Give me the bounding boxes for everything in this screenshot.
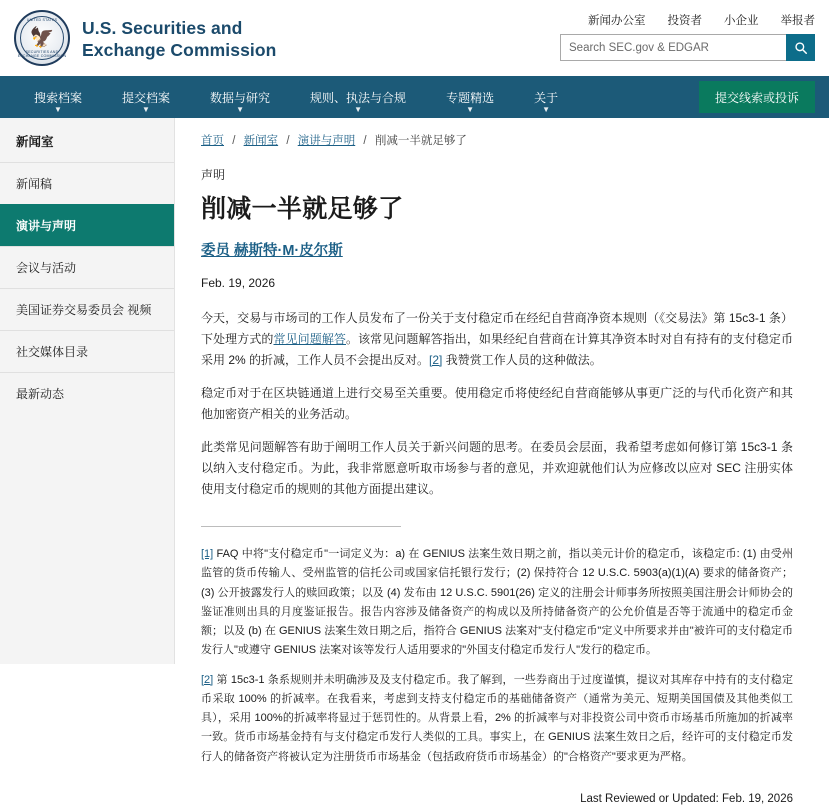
inline-text: 今天，交易与市场司的工作人员发布了一份关于支付稳定币在经纪自营商净资本规则（《交易法》第 15c3-1 条）下处理方式的 [201, 311, 793, 346]
nav-item-label: 搜索档案 [34, 90, 83, 105]
search-button[interactable] [786, 34, 815, 61]
nav-item-list [0, 76, 699, 118]
article-date: Feb. 19, 2026 [201, 276, 276, 290]
nav-item-label: 关于 [534, 90, 559, 105]
nav-item-label: 提交档案 [122, 90, 171, 105]
last-reviewed: Last Reviewed or Updated: Feb. 19, 2026 [580, 792, 793, 805]
breadcrumb-newsroom[interactable]: 新闻室 [243, 135, 279, 147]
article-kicker: 声明 [201, 168, 226, 182]
inline-text: 稳定币对于在区块链通道上进行交易至关重要。使用稳定币将使经纪自营商能够从事更广泛的与代币化资产和其他加密资产相关的业务活动。 [201, 386, 793, 421]
sidebar-title: 新闻室 [16, 135, 54, 149]
inline-text: 。该常见问题解答指出，如果经纪自营商在计算其净资本时对自有持有的支付稳定币采用 2% 的折减，工作人员不会提出反对。 [201, 332, 793, 367]
sidebar-item-sec-videos[interactable]: 美国证券交易委员会 视频 [0, 288, 174, 330]
footnote-marker[interactable]: [1] [201, 548, 214, 560]
nav-item-label: 规则、执法与合规 [310, 90, 407, 105]
breadcrumb-separator: / [363, 135, 367, 147]
nav-item-about[interactable] [514, 76, 578, 118]
site-title-line2: Exchange Commission [82, 39, 277, 60]
footnote-2 [201, 671, 793, 767]
chevron-down-icon: ▼ [542, 105, 551, 114]
site-title-line1: U.S. Securities and [82, 18, 243, 38]
nav-item-search-filings[interactable] [14, 76, 102, 118]
eagle-icon: 🦅 [29, 27, 55, 49]
article-author-link[interactable]: 委员 赫斯特·M·皮尔斯 [201, 243, 343, 259]
page-title: 削减一半就足够了 [201, 195, 404, 223]
breadcrumb-current: 削减一半就足够了 [374, 135, 467, 147]
main-navigation [0, 76, 829, 118]
nav-item-data-research[interactable] [190, 76, 290, 118]
sidebar-item-speeches-statements[interactable]: 演讲与声明 [0, 204, 174, 246]
nav-item-label: 专题精选 [446, 90, 495, 105]
sec-seal-logo[interactable] [14, 10, 70, 66]
footnote-text: 第 15c3-1 条系规则并未明确涉及及支付稳定币。我了解到，一些券商出于过度谨慎，提议对其库存中持有的支付稳定币采取 100% 的折减率。在我看来，考虑到支持支付稳定币的基础储备资产（通常为美元、短期美国国债及其他类似工具），采用 100%的折减率将显过于惩罚性的。从背景上看，2% 的折减率与对非投资公司中资币市场基币所施加的折减率一致。货币市场基金持有与支付稳定币发行人类似的工具。事实上，在 GENIUS 法案生效日之后，经许可的支付稳定币发行人的储备资产将被认定为注册货币市场基金（包括政府货币市场基金）的"合格资产"要求更为严格。 [201, 673, 793, 763]
page-content [0, 118, 829, 805]
breadcrumb-speeches[interactable]: 演讲与声明 [297, 135, 356, 147]
article-paragraph [201, 308, 793, 371]
inline-text: 此类常见问题解答有助于阐明工作人员关于新兴问题的思考。在委员会层面，我希望考虑如何修订第 15c3-1 条以纳入支付稳定币。为此，我非常愿意听取市场参与者的意见，并欢迎就他们认为应修改以应对 SEC 注册实体使用支付稳定币的规则的其他方面提出建议。 [201, 440, 793, 496]
footnote-divider [201, 526, 401, 527]
sidebar-item-social-media[interactable]: 社交媒体目录 [0, 330, 174, 372]
utility-link-newsroom[interactable]: 新闻办公室 [588, 15, 646, 27]
article-paragraph [201, 437, 793, 500]
breadcrumb-home[interactable]: 首页 [201, 135, 224, 147]
site-search [560, 34, 815, 61]
submit-tip-button[interactable]: 提交线索或投诉 [699, 81, 815, 113]
sidebar [0, 118, 175, 664]
utility-link-small-business[interactable]: 小企业 [724, 15, 759, 27]
site-title[interactable] [82, 18, 276, 62]
footnote-1 [201, 545, 793, 661]
footnote-text: FAQ 中将"支付稳定币"一词定义为：a) 在 GENIUS 法案生效日期之前，指以美元计价的稳定币，该稳定币: (1) 由受州监管的货币传输人、受州监管的信托公司或国家信托银行发行；(2) 保持符合 12 U.S.C. 5903(a)(1)(A) 要求的储备资产；(3) 公开披露发行人的赎回政策；以及 (4) 发布由 12 U.S.C. 5901(26) 定义的注册会计师事务所按照美国注册会计师协会的鉴证准则出具的月度鉴证报告。报告内容涉及储备资产的构成以及所持储备资产的公允价值是否等于流通中的稳定币金额；以及 (b) 在 GENIUS 法案生效日期之后，指符合 GENIUS 法案对"支付稳定币"定义中所要求并由"被许可的支付稳定币发行人"或遵守 GENIUS 法案对该等发行人适用要求的"外国支付稳定币发行人"发行的稳定币。 [201, 548, 793, 657]
article-body [201, 308, 793, 500]
sidebar-item-meetings-events[interactable]: 会议与活动 [0, 246, 174, 288]
inline-link[interactable]: [2] [429, 353, 443, 367]
inline-text: 我赞赏工作人员的这种做法。 [442, 353, 602, 367]
site-header [0, 0, 829, 76]
sidebar-item-whats-new[interactable]: 最新动态 [0, 372, 174, 414]
utility-nav [588, 12, 815, 28]
breadcrumb-separator: / [286, 135, 290, 147]
footnote-marker[interactable]: [2] [201, 673, 214, 686]
seal-top-text: UNITED STATES [26, 18, 58, 22]
sidebar-item-press-releases[interactable]: 新闻稿 [0, 162, 174, 204]
chevron-down-icon: ▼ [466, 105, 475, 114]
nav-item-submit-filings[interactable] [102, 76, 190, 118]
chevron-down-icon: ▼ [142, 105, 150, 114]
chevron-down-icon: ▼ [236, 105, 244, 114]
nav-item-topics[interactable] [426, 76, 514, 118]
utility-link-investors[interactable]: 投资者 [667, 15, 702, 27]
chevron-down-icon: ▼ [354, 105, 362, 114]
main-article [175, 118, 829, 805]
nav-item-rules-enforcement[interactable] [290, 76, 426, 118]
search-input[interactable] [560, 34, 786, 61]
inline-link[interactable]: 常见问题解答 [273, 332, 346, 346]
chevron-down-icon: ▼ [54, 105, 62, 114]
breadcrumb-separator: / [232, 135, 236, 147]
seal-bottom-text: SECURITIES AND EXCHANGE COMMISSION [17, 50, 67, 58]
breadcrumb [201, 132, 793, 148]
utility-link-whistleblower[interactable]: 举报者 [780, 15, 815, 27]
nav-item-label: 数据与研究 [210, 90, 271, 105]
search-icon [794, 41, 808, 55]
article-paragraph [201, 383, 793, 425]
